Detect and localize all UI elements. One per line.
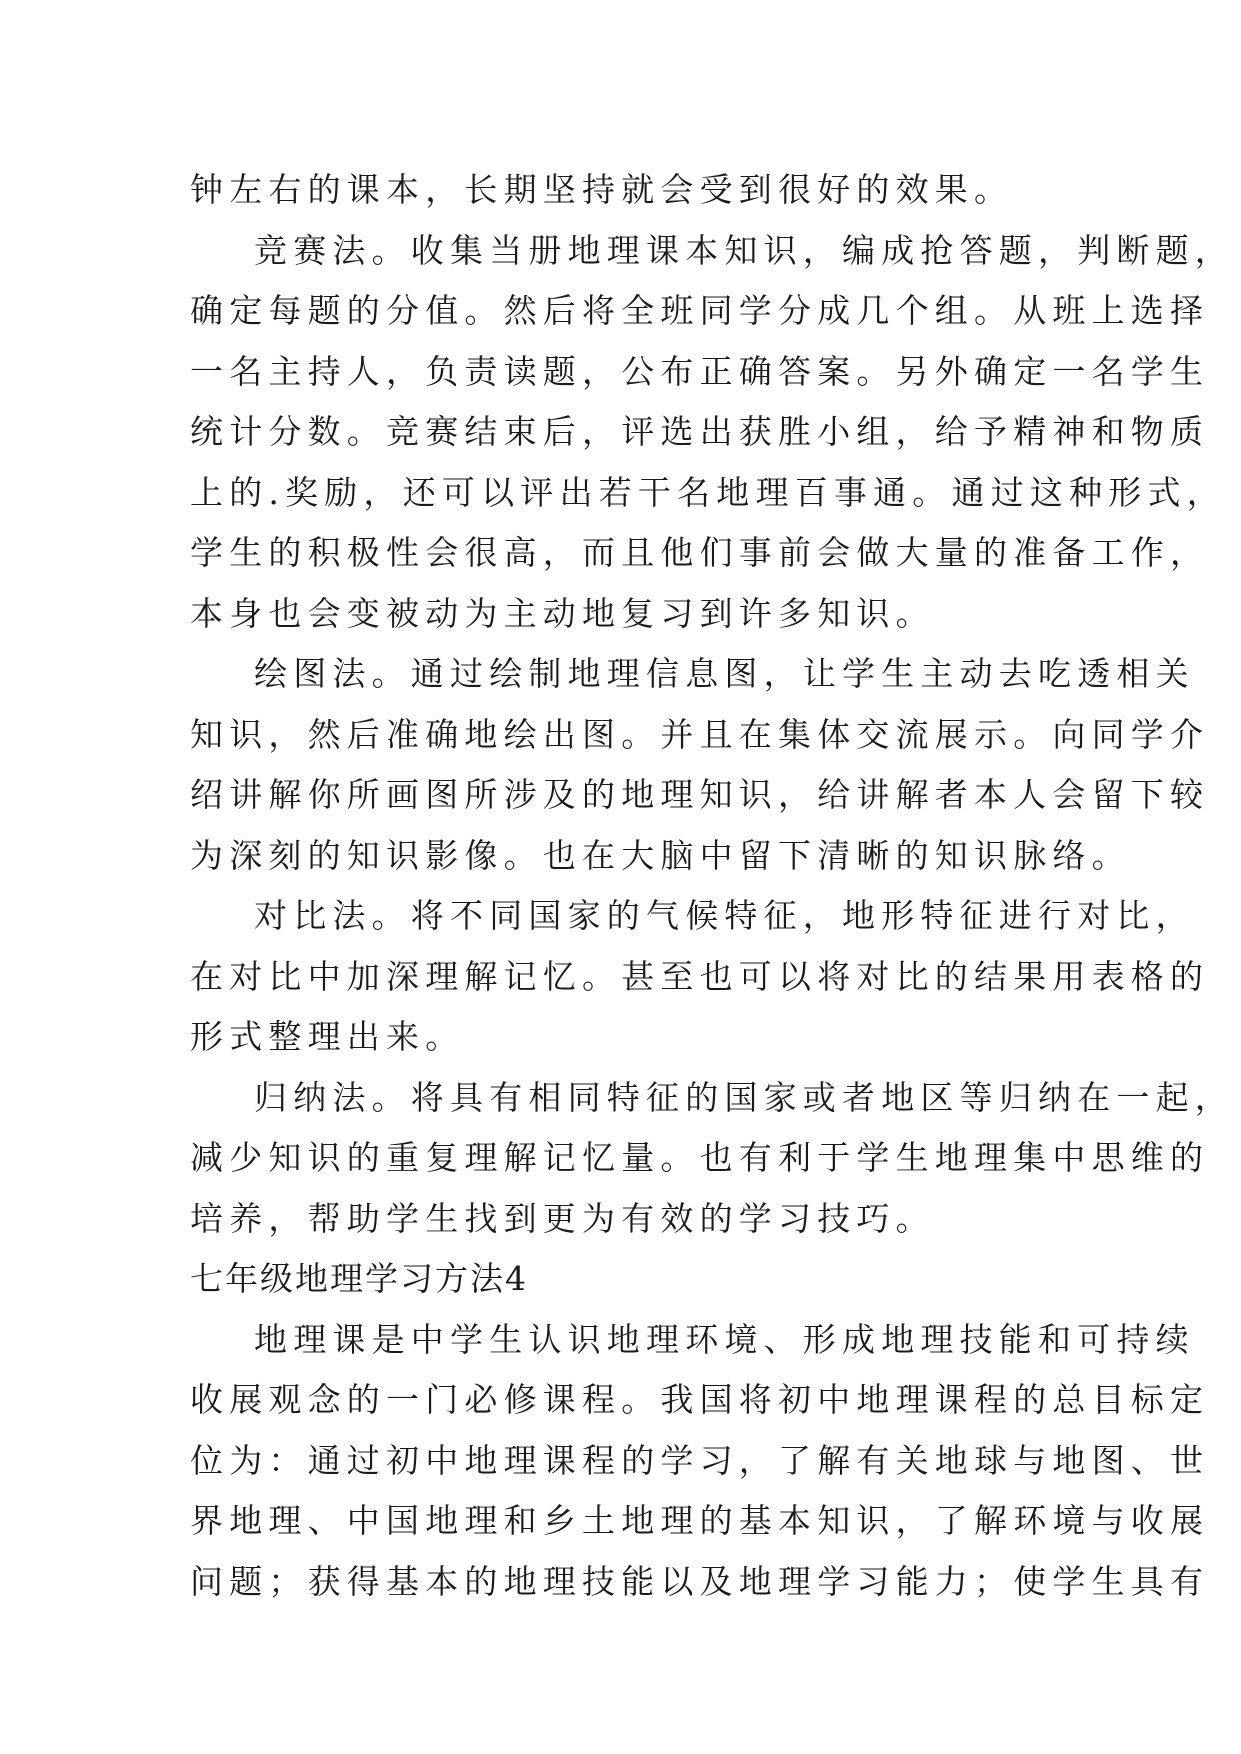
paragraph-induction-method: 归纳法。将具有相同特征的国家或者地区等归纳在一起， xyxy=(254,1077,1234,1117)
paragraph-comparison-method: 对比法。将不同国家的气候特征，地形特征进行对比， xyxy=(254,896,1195,935)
text-line: 问题；获得基本的地理技能以及地理学习能力；使学生具有 xyxy=(190,1561,1210,1601)
text-line: 减少知识的重复理解记忆量。也有利于学生地理集中思维的 xyxy=(190,1138,1210,1177)
text-line: 在对比中加深理解记忆。甚至也可以将对比的结果用表格的 xyxy=(190,956,1210,996)
text-line: 知识，然后准确地绘出图。并且在集体交流展示。向同学介 xyxy=(190,714,1210,754)
text-line: 学生的积极性会很高，而且他们事前会做大量的准备工作， xyxy=(190,533,1210,572)
text-line: 收展观念的一门必修课程。我国将初中地理课程的总目标定 xyxy=(190,1380,1210,1419)
text-line: 一名主持人，负责读题，公布正确答案。另外确定一名学生 xyxy=(190,351,1210,391)
text-line: 本身也会变被动为主动地复习到许多知识。 xyxy=(190,593,935,633)
text-line: 钟左右的课本，长期坚持就会受到很好的效果。 xyxy=(190,170,1014,209)
document-page xyxy=(190,160,1234,1612)
section-heading: 七年级地理学习方法4 xyxy=(190,1259,528,1298)
text-line: 界地理、中国地理和乡土地理的基本知识，了解环境与收展 xyxy=(190,1501,1210,1540)
text-line: 位为：通过初中地理课程的学习，了解有关地球与地图、世 xyxy=(190,1440,1210,1480)
text-line: 为深刻的知识影像。也在大脑中留下清晰的知识脉络。 xyxy=(190,835,1131,875)
text-line: 统计分数。竞赛结束后，评选出获胜小组，给予精神和物质 xyxy=(190,412,1210,451)
text-line: 形式整理出来。 xyxy=(190,1017,465,1056)
paragraph-competition-method: 竞赛法。收集当册地理课本知识，编成抢答题，判断题， xyxy=(254,230,1234,270)
text-line: 培养，帮助学生找到更为有效的学习技巧。 xyxy=(190,1198,935,1238)
text-line: 上的.奖励，还可以评出若干名地理百事通。通过这种形式， xyxy=(190,472,1226,512)
text-line: 确定每题的分值。然后将全班同学分成几个组。从班上选择 xyxy=(190,291,1210,330)
paragraph-drawing-method: 绘图法。通过绘制地理信息图，让学生主动去吃透相关 xyxy=(254,654,1195,693)
paragraph-geography-course: 地理课是中学生认识地理环境、形成地理技能和可持续 xyxy=(254,1319,1195,1359)
text-line: 绍讲解你所画图所涉及的地理知识，给讲解者本人会留下较 xyxy=(190,775,1210,814)
